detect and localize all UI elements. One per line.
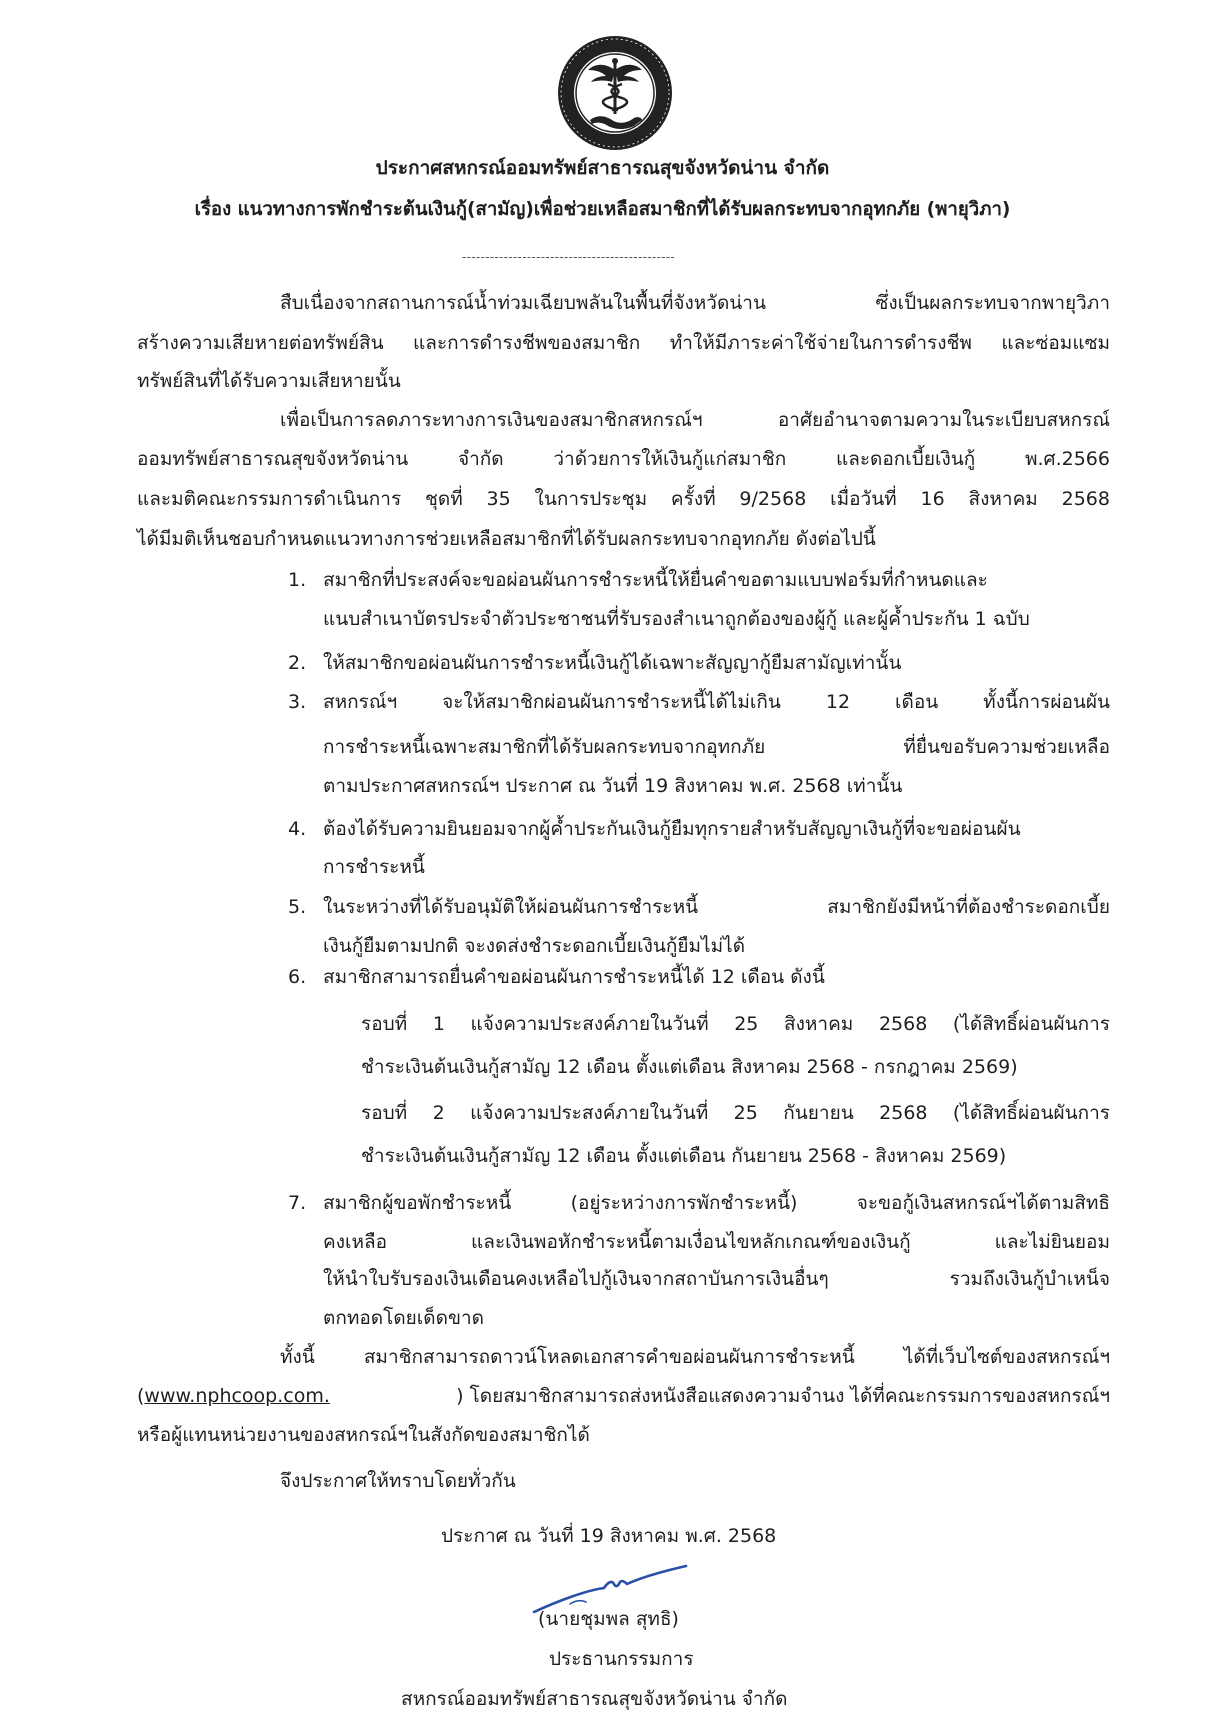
list-item-line: สหกรณ์ฯ จะให้สมาชิกผ่อนผันการชำระหนี้ได้ไม่เกิน 12 เดือน ทั้งนี้การผ่อนผัน [323,691,1110,713]
round-line: ชำระเงินต้นเงินกู้สามัญ 12 เดือน ตั้งแต่เดือน กันยายน 2568 - สิงหาคม 2569) [361,1145,1007,1167]
round-line: รอบที่ 2 แจ้งความประสงค์ภายในวันที่ 25 กันยายน 2568 (ได้สิทธิ์ผ่อนผันการ [361,1102,1110,1124]
round-line: รอบที่ 1 แจ้งความประสงค์ภายในวันที่ 25 สิงหาคม 2568 (ได้สิทธิ์ผ่อนผันการ [361,1013,1110,1035]
list-item-line: การชำระหนี้ [323,856,425,878]
closing-line-2-rest: ) โดยสมาชิกสามารถส่งหนังสือแสดงความจำนง ได้ที่คณะกรรมการของสหกรณ์ฯ [456,1385,1110,1407]
seal-emblem-icon [556,34,674,152]
announce-text: จึงประกาศให้ทราบโดยทั่วกัน [280,1470,516,1492]
list-item-line: สมาชิกผู้ขอพักชำระหนี้ (อยู่ระหว่างการพักชำระหนี้) จะขอกู้เงินสหกรณ์ฯได้ตามสิทธิ [323,1192,1110,1214]
paren-open: ( [137,1385,145,1407]
intro-paragraph-1-line: ทรัพย์สินที่ได้รับความเสียหายนั้น [137,370,401,392]
list-item-line: ให้นำใบรับรองเงินเดือนคงเหลือไปกู้เงินจากสถาบันการเงินอื่นๆ รวมถึงเงินกู้บำเหน็จ [323,1268,1110,1290]
signatory-position: ประธานกรรมการ [549,1648,694,1670]
list-item-line: สมาชิกสามารถยื่นคำขอผ่อนผันการชำระหนี้ได้ 12 เดือน ดังนี้ [323,966,825,988]
list-item-line: ต้องได้รับความยินยอมจากผู้ค้ำประกันเงินกู้ยืมทุกรายสำหรับสัญญาเงินกู้ที่จะขอผ่อนผัน [323,818,1021,840]
list-item-number: 2. [288,652,307,674]
list-item-line: การชำระหนี้เฉพาะสมาชิกที่ได้รับผลกระทบจากอุทกภัย ที่ยื่นขอรับความช่วยเหลือ [323,736,1110,758]
intro-paragraph-2-line: เพื่อเป็นการลดภาระทางการเงินของสมาชิกสหกรณ์ฯ อาศัยอำนาจตามความในระเบียบสหกรณ์ [280,409,1110,431]
intro-paragraph-1-line: สร้างความเสียหายต่อทรัพย์สิน และการดำรงชีพของสมาชิก ทำให้มีภาระค่าใช้จ่ายในการดำรงชีพ และซ่อมแซม [137,332,1110,354]
list-item-line: คงเหลือ และเงินพอหักชำระหนี้ตามเงื่อนไขหลักเกณฑ์ของเงินกู้ และไม่ยินยอม [323,1231,1110,1253]
list-item-number: 1. [288,569,307,591]
closing-paragraph-line: ทั้งนี้ สมาชิกสามารถดาวน์โหลดเอกสารคำขอผ่อนผันการชำระหนี้ ได้ที่เว็บไซต์ของสหกรณ์ฯ [280,1346,1110,1368]
announce-date: ประกาศ ณ วันที่ 19 สิงหาคม พ.ศ. 2568 [441,1525,777,1547]
list-item-number: 4. [288,818,307,840]
page-title: ประกาศสหกรณ์ออมทรัพย์สาธารณสุขจังหวัดน่าน จำกัด [375,157,830,179]
list-item-number: 6. [288,966,307,988]
intro-paragraph-2-line: และมติคณะกรรมการดำเนินการ ชุดที่ 35 ในการประชุม ครั้งที่ 9/2568 เมื่อวันที่ 16 สิงหาคม 2568 [137,488,1110,510]
list-item-line: ตกทอดโดยเด็ดขาด [323,1307,484,1329]
list-item-line: ในระหว่างที่ได้รับอนุมัติให้ผ่อนผันการชำระหนี้ สมาชิกยังมีหน้าที่ต้องชำระดอกเบี้ย [323,896,1110,918]
intro-paragraph-2-line: ได้มีมติเห็นชอบกำหนดแนวทางการช่วยเหลือสมาชิกที่ได้รับผลกระทบจากอุทกภัย ดังต่อไปนี้ [137,528,876,550]
signatory-organization: สหกรณ์ออมทรัพย์สาธารณสุขจังหวัดน่าน จำกัด [401,1688,788,1710]
list-item-line: เงินกู้ยืมตามปกติ จะงดส่งชำระดอกเบี้ยเงินกู้ยืมไม่ได้ [323,935,746,957]
closing-paragraph-line: หรือผู้แทนหน่วยงานของสหกรณ์ฯในสังกัดของสมาชิกได้ [137,1424,590,1446]
list-item-number: 7. [288,1192,307,1214]
list-item-line: สมาชิกที่ประสงค์จะขอผ่อนผันการชำระหนี้ให้ยื่นคำขอตามแบบฟอร์มที่กำหนดและ [323,569,988,591]
signatory-name: (นายชุมพล สุทธิ) [538,1608,679,1630]
list-item-line: แนบสำเนาบัตรประจำตัวประชาชนที่รับรองสำเนาถูกต้องของผู้กู้ และผู้ค้ำประกัน 1 ฉบับ [323,608,1030,630]
list-item-line: ตามประกาศสหกรณ์ฯ ประกาศ ณ วันที่ 19 สิงหาคม พ.ศ. 2568 เท่านั้น [323,775,903,797]
list-item-line: ให้สมาชิกขอผ่อนผันการชำระหนี้เงินกู้ได้เฉพาะสัญญากู้ยืมสามัญเท่านั้น [323,652,902,674]
intro-paragraph-2-line: ออมทรัพย์สาธารณสุขจังหวัดน่าน จำกัด ว่าด้วยการให้เงินกู้แก่สมาชิก และดอกเบี้ยเงินกู้ พ.ศ.2566 [137,448,1110,470]
list-item-number: 5. [288,896,307,918]
closing-paragraph-line-2 [137,1385,1110,1407]
round-line: ชำระเงินต้นเงินกู้สามัญ 12 เดือน ตั้งแต่เดือน สิงหาคม 2568 - กรกฎาคม 2569) [361,1056,1018,1078]
website-link[interactable]: www.nphcoop.com. [144,1385,330,1407]
header-divider: ---------------------------------------------- [462,250,675,264]
announcement-subject: เรื่อง แนวทางการพักชำระต้นเงินกู้(สามัญ)เพื่อช่วยเหลือสมาชิกที่ได้รับผลกระทบจากอุทกภัย (พายุวิภา) [194,199,1011,220]
intro-paragraph-1-line: สืบเนื่องจากสถานการณ์น้ำท่วมเฉียบพลันในพื้นที่จังหวัดน่าน ซึ่งเป็นผลกระทบจากพายุวิภา [280,292,1110,314]
list-item-number: 3. [288,691,307,713]
cooperative-seal [556,34,674,152]
